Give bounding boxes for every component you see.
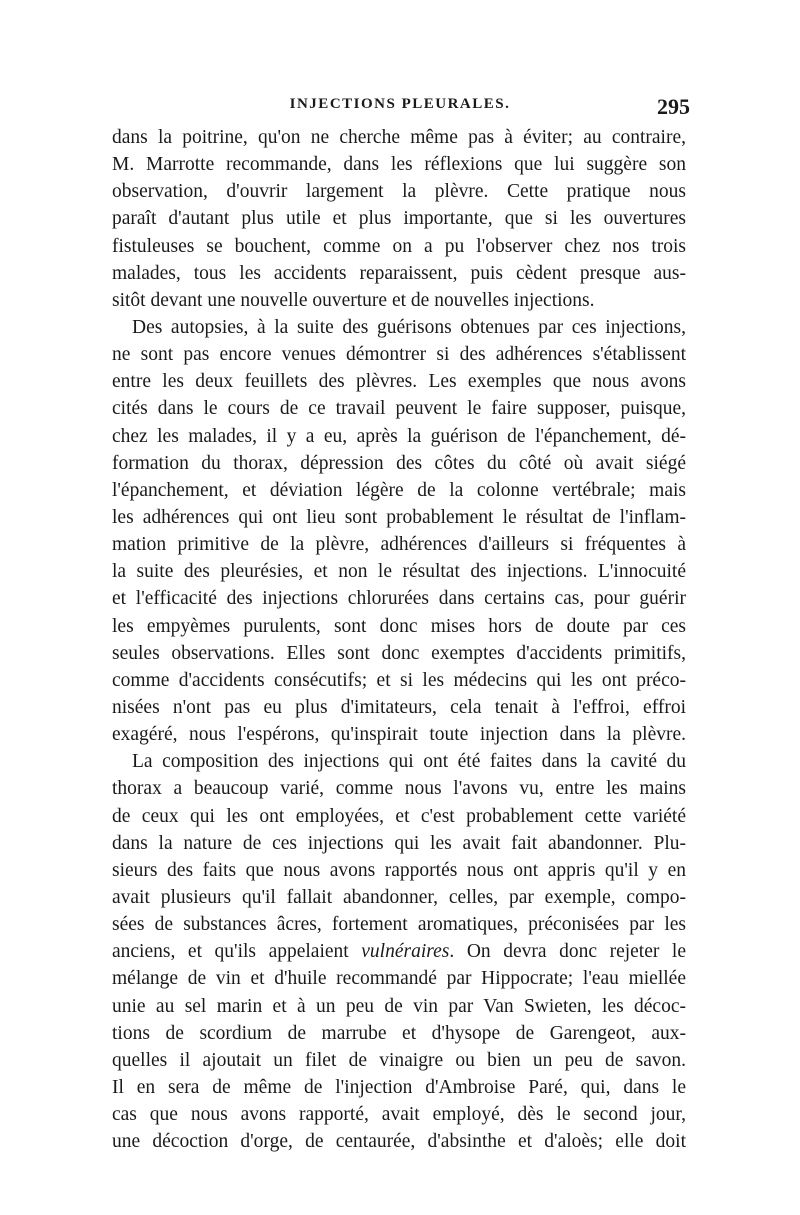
text-line: entre les deux feuillets des plèvres. Les exemples que nous avons (112, 371, 686, 393)
text-line: Il en sera de même de l'injection d'Ambroise Paré, qui, dans le (112, 1076, 686, 1098)
text-line: comme d'accidents consécutifs; et si les médecins qui les ont préco- (112, 669, 686, 691)
text-line: quelles il ajoutait un filet de vinaigre ou bien un peu de savon. (112, 1049, 686, 1071)
body-text (112, 124, 686, 1155)
text-line: de ceux qui les ont employées, et c'est probablement cette variété (112, 805, 686, 827)
text-line: malades, tous les accidents reparaissent, puis cèdent presque aus- (112, 262, 686, 284)
text-line: thorax a beaucoup varié, comme nous l'avons vu, entre les mains (112, 778, 686, 800)
text-line: nisées n'ont pas eu plus d'imitateurs, cela tenait à l'effroi, effroi (112, 696, 686, 718)
text-line: une décoction d'orge, de centaurée, d'absinthe et d'aloès; elle doit (112, 1131, 686, 1153)
text-line: formation du thorax, dépression des côtes du côté où avait siégé (112, 452, 686, 474)
text-segment: anciens, et qu'ils appelaient (112, 941, 349, 963)
text-line: mation primitive de la plèvre, adhérences d'ailleurs si fréquentes à (112, 534, 686, 556)
text-line: cas que nous avons rapporté, avait employé, dès le second jour, (112, 1104, 686, 1126)
text-line: et l'efficacité des injections chlorurées dans certains cas, pour guérir (112, 588, 686, 610)
text-line: dans la poitrine, qu'on ne cherche même pas à éviter; au contraire, (112, 127, 686, 148)
running-head (110, 96, 690, 122)
text-line: sieurs des faits que nous avons rapportés nous ont appris qu'il y en (112, 859, 686, 881)
text-line: mélange de vin et d'huile recommandé par Hippocrate; l'eau miellée (112, 968, 686, 990)
text-line: sitôt devant une nouvelle ouverture et de nouvelles injections. (112, 289, 595, 311)
text-line: les empyèmes purulents, sont donc mises hors de doute par ces (112, 615, 686, 637)
text-line: la suite des pleurésies, et non le résultat des injections. L'innocuité (112, 561, 686, 583)
text-line: sées de substances âcres, fortement aromatiques, préconisées par les (112, 914, 686, 936)
text-line: unie au sel marin et à un peu de vin par Van Swieten, les décoc- (112, 995, 686, 1017)
text-line: fistuleuses se bouchent, comme on a pu l'observer chez nos trois (112, 235, 686, 257)
text-line: Des autopsies, à la suite des guérisons obtenues par ces injections, (132, 316, 686, 338)
text-line: observation, d'ouvrir largement la plèvre. Cette pratique nous (112, 181, 686, 203)
text-line (112, 938, 686, 965)
text-line: exagéré, nous l'espérons, qu'inspirait toute injection dans la plèvre. (112, 724, 686, 746)
italic-term: vulnéraires (361, 941, 450, 963)
text-line: chez les malades, il y a eu, après la guérison de l'épanchement, dé- (112, 425, 686, 447)
text-line: les adhérences qui ont lieu sont probablement le résultat de l'inflam- (112, 506, 686, 528)
text-line: avait plusieurs qu'il fallait abandonner, celles, par exemple, compo- (112, 886, 686, 908)
running-title: INJECTIONS PLEURALES. (289, 96, 511, 112)
text-line: cités dans le cours de ce travail peuvent le faire supposer, puisque, (112, 398, 686, 420)
text-segment: . On devra donc rejeter le (449, 941, 686, 963)
text-line: l'épanchement, et déviation légère de la colonne vertébrale; mais (112, 479, 686, 501)
page-number: 295 (657, 94, 690, 119)
text-line: ne sont pas encore venues démontrer si des adhérences s'établissent (112, 344, 686, 366)
text-line: tions de scordium de marrube et d'hysope de Garengeot, aux- (112, 1022, 686, 1044)
text-line: dans la nature de ces injections qui les avait fait abandonner. Plu- (112, 832, 686, 854)
text-line: La composition des injections qui ont été faites dans la cavité du (132, 751, 686, 773)
text-line: paraît d'autant plus utile et plus importante, que si les ouvertures (112, 208, 686, 230)
text-line: M. Marrotte recommande, dans les réflexions que lui suggère son (112, 154, 686, 176)
text-line: seules observations. Elles sont donc exemptes d'accidents primitifs, (112, 642, 686, 664)
